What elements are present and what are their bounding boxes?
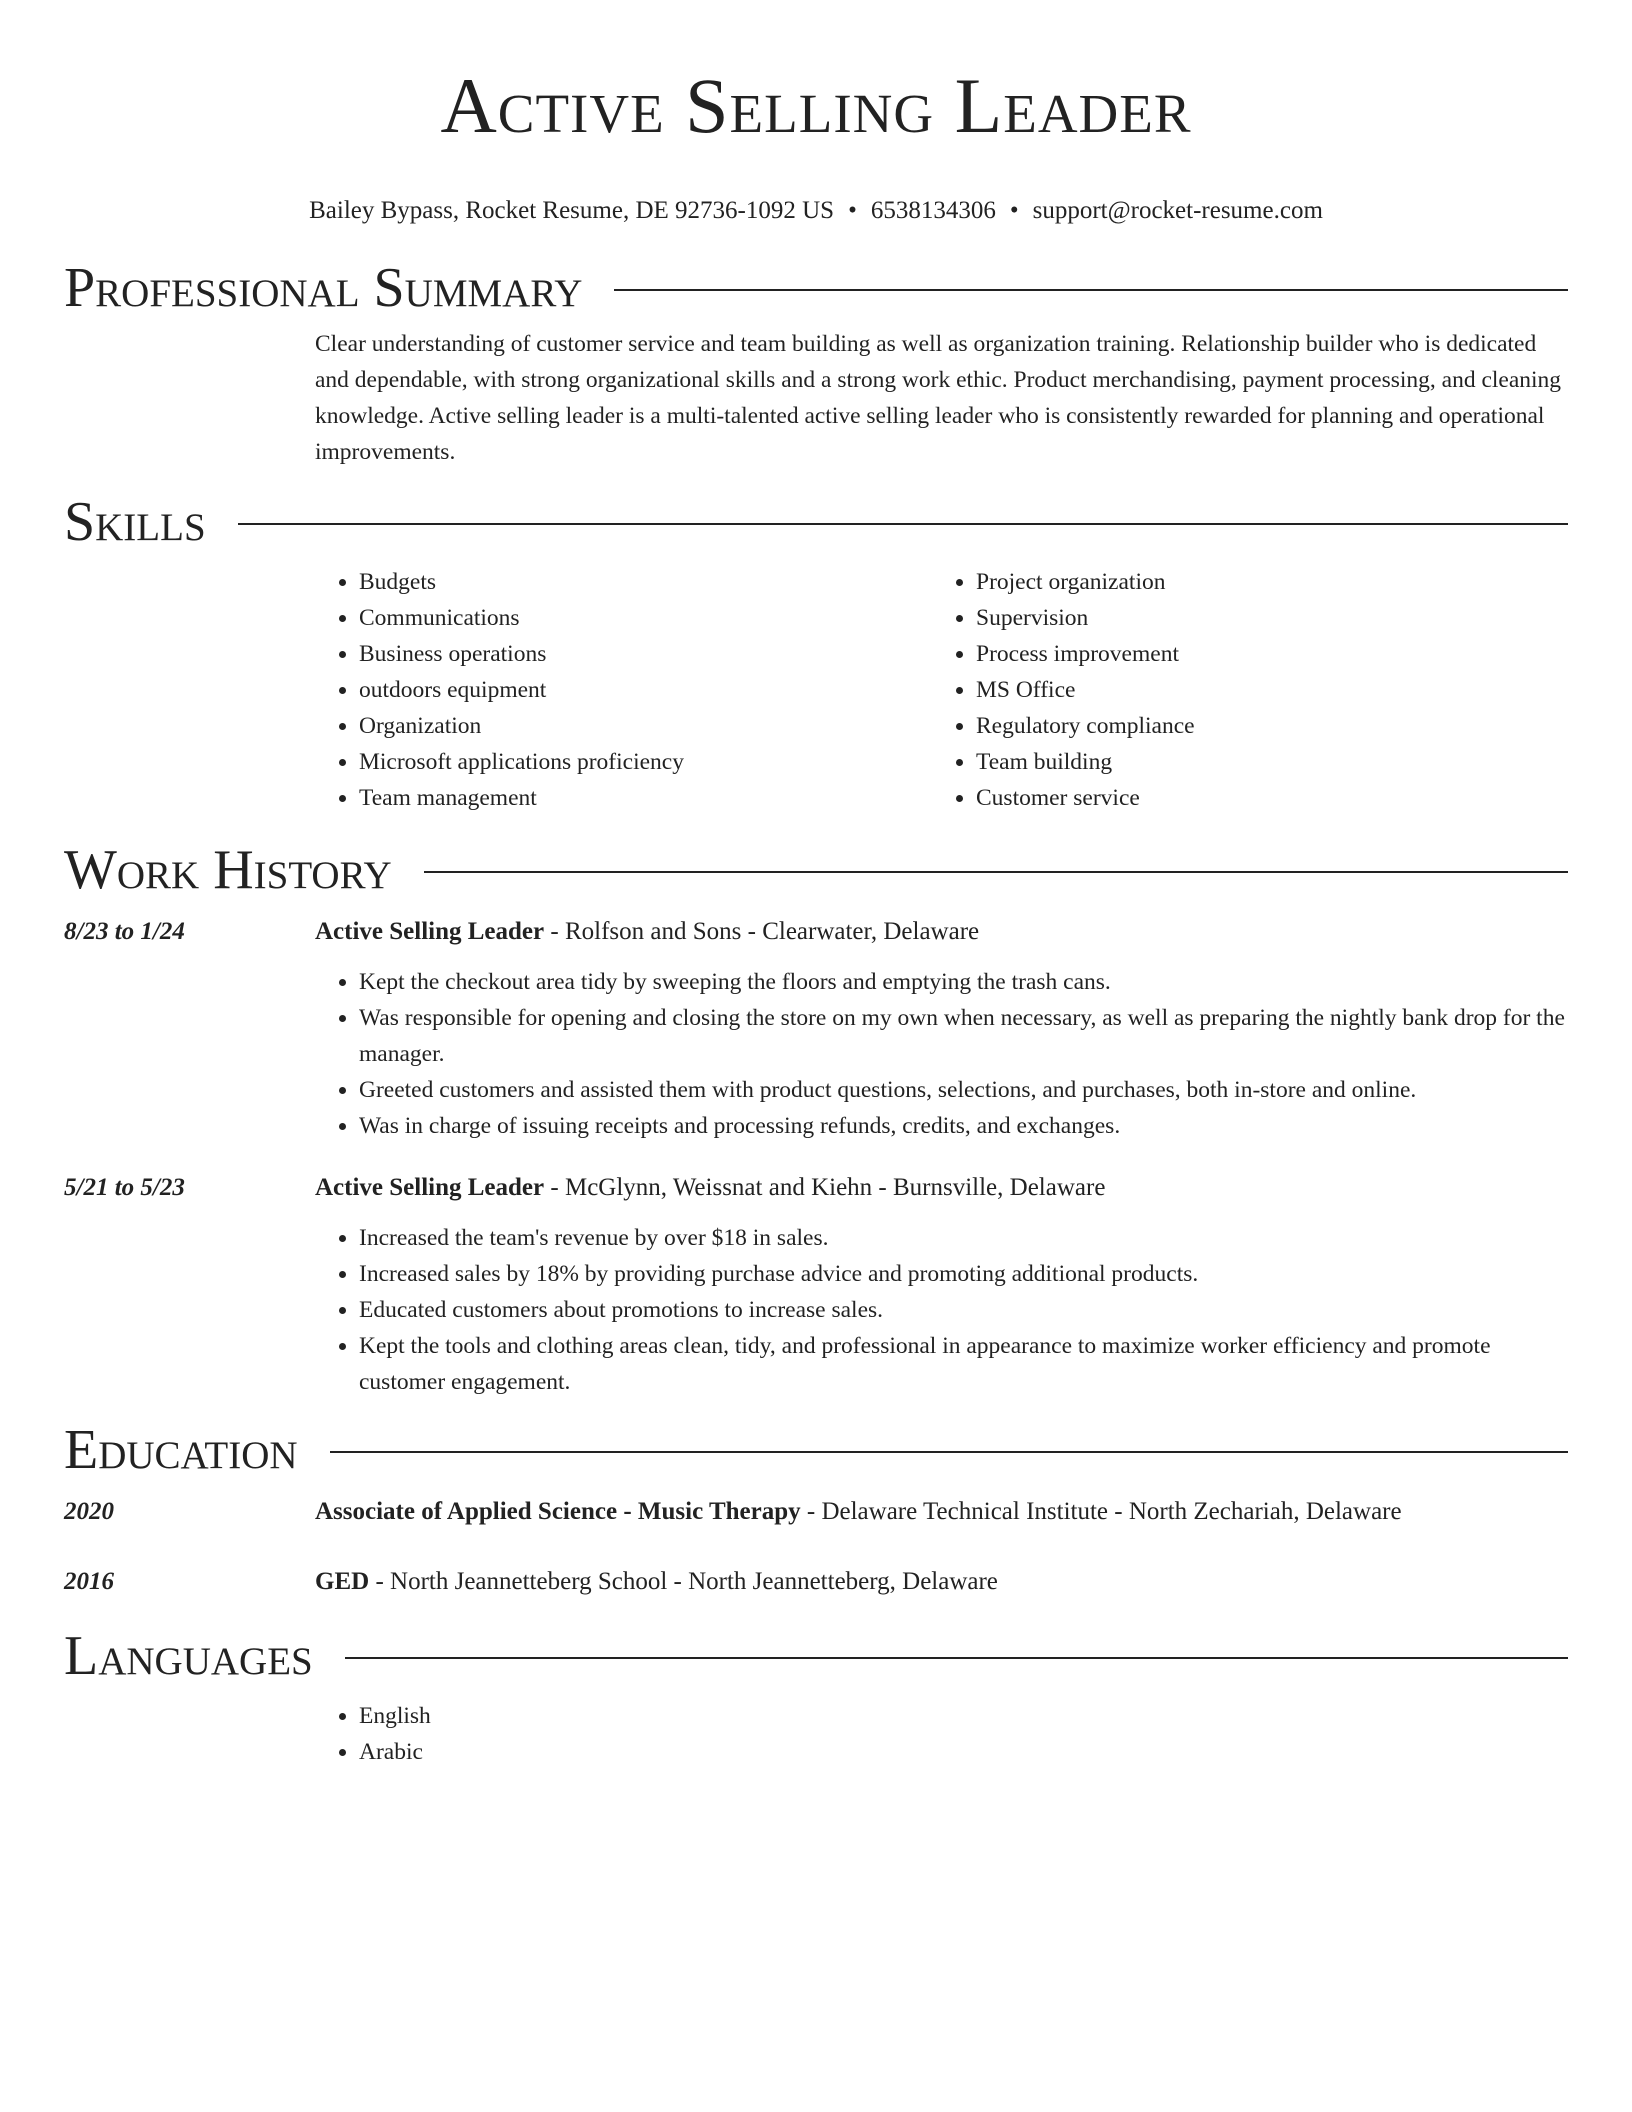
work-header	[64, 840, 1568, 900]
education-header	[64, 1420, 1568, 1480]
skills-list-right	[932, 564, 1568, 816]
job-bullet: • Greeted customers and assisted them with product questions, selections, and purchases, both in-store and online.	[359, 1072, 1568, 1108]
education-degree: GED	[315, 1568, 370, 1595]
job-info	[315, 912, 1568, 952]
education-section	[64, 1420, 1568, 1602]
education-year: 2016	[64, 1568, 114, 1595]
education-details: - North Jeannetteberg School - North Jeannetteberg, Delaware	[369, 1568, 998, 1595]
summary-header	[64, 258, 1568, 318]
skill-item: • Business operations	[359, 636, 932, 672]
job-bullet: • Increased sales by 18% by providing purchase advice and promoting additional products.	[359, 1256, 1568, 1292]
work-section	[64, 840, 1568, 1400]
language-item: • Arabic	[359, 1734, 1568, 1770]
job-info	[315, 1168, 1568, 1208]
job-dates: 8/23 to 1/24	[64, 918, 185, 945]
skill-item: • Organization	[359, 708, 932, 744]
education-year: 2020	[64, 1498, 114, 1525]
skills-header	[64, 492, 1568, 552]
skills-body	[315, 564, 1568, 816]
contact-email: support@rocket-resume.com	[1032, 197, 1323, 224]
job-details: - Rolfson and Sons - Clearwater, Delaware	[544, 918, 980, 945]
education-info	[315, 1492, 1568, 1532]
skill-item: • Microsoft applications proficiency	[359, 744, 932, 780]
skill-item: • Budgets	[359, 564, 932, 600]
section-divider	[345, 1657, 1568, 1659]
job-entry	[64, 1168, 1568, 1400]
job-bullet: • Educated customers about promotions to increase sales.	[359, 1292, 1568, 1328]
skills-section	[64, 492, 1568, 816]
summary-title: Professional Summary	[64, 257, 583, 319]
job-heading	[64, 1168, 1568, 1208]
section-divider	[424, 871, 1568, 873]
education-title: Education	[64, 1419, 298, 1481]
language-item: • English	[359, 1698, 1568, 1734]
job-bullets	[315, 964, 1568, 1144]
job-bullet: • Kept the checkout area tidy by sweeping the floors and emptying the trash cans.	[359, 964, 1568, 1000]
languages-section	[64, 1626, 1568, 1770]
skills-list-left	[315, 564, 932, 816]
summary-body	[315, 326, 1568, 470]
job-bullet-list	[315, 964, 1568, 1144]
contact-separator: •	[1009, 197, 1019, 224]
job-bullet: • Kept the tools and clothing areas clean, tidy, and professional in appearance to maximize worker efficiency and promote customer engagement.	[359, 1328, 1568, 1400]
skill-item: • Team building	[976, 744, 1568, 780]
languages-title: Languages	[64, 1625, 313, 1687]
job-bullet: • Was in charge of issuing receipts and processing refunds, credits, and exchanges.	[359, 1108, 1568, 1144]
job-entry	[64, 912, 1568, 1144]
job-bullets	[315, 1220, 1568, 1400]
job-title: Active Selling Leader	[315, 918, 545, 945]
resume-name: Active Selling Leader	[440, 62, 1192, 149]
work-title: Work History	[64, 839, 392, 901]
skill-item: • Team management	[359, 780, 932, 816]
education-degree: Associate of Applied Science - Music Therapy	[315, 1498, 801, 1525]
section-divider	[330, 1451, 1568, 1453]
skill-item: • Regulatory compliance	[976, 708, 1568, 744]
skill-item: • outdoors equipment	[359, 672, 932, 708]
languages-body	[315, 1698, 1568, 1770]
job-dates: 5/21 to 5/23	[64, 1174, 185, 1201]
contact-address: Bailey Bypass, Rocket Resume, DE 92736-1092 US	[309, 197, 835, 224]
education-info	[315, 1562, 1568, 1602]
skills-title: Skills	[64, 491, 206, 553]
job-bullet: • Increased the team's revenue by over $18 in sales.	[359, 1220, 1568, 1256]
skill-item: • Customer service	[976, 780, 1568, 816]
job-heading	[64, 912, 1568, 952]
education-entry	[64, 1562, 1568, 1602]
languages-list	[315, 1698, 1568, 1770]
job-details: - McGlynn, Weissnat and Kiehn - Burnsville, Delaware	[544, 1174, 1106, 1201]
section-divider	[614, 289, 1568, 291]
skill-item: • Project organization	[976, 564, 1568, 600]
contact-line	[64, 196, 1568, 226]
summary-section	[64, 258, 1568, 470]
education-entry	[64, 1492, 1568, 1532]
job-bullet: • Was responsible for opening and closing the store on my own when necessary, as well as preparing the nightly bank drop for the manager.	[359, 1000, 1568, 1072]
contact-phone: 6538134306	[870, 197, 996, 224]
languages-header	[64, 1626, 1568, 1686]
education-details: - Delaware Technical Institute - North Zechariah, Delaware	[800, 1498, 1402, 1525]
job-bullet-list	[315, 1220, 1568, 1400]
skill-item: • MS Office	[976, 672, 1568, 708]
contact-separator: •	[848, 197, 857, 224]
skill-item: • Communications	[359, 600, 932, 636]
summary-text: Clear understanding of customer service and team building as well as organization training. Relationship builder who is dedicated and dependable, with strong organizational skills and a strong work ethic. Product merchandising, payment processing, and cleaning knowledge. Active selling leader is a multi-talented active selling leader who is consistently rewarded for planning and operational improvements.	[315, 331, 1562, 465]
skill-item: • Supervision	[976, 600, 1568, 636]
skill-item: • Process improvement	[976, 636, 1568, 672]
job-title: Active Selling Leader	[315, 1174, 545, 1201]
section-divider	[238, 523, 1568, 525]
